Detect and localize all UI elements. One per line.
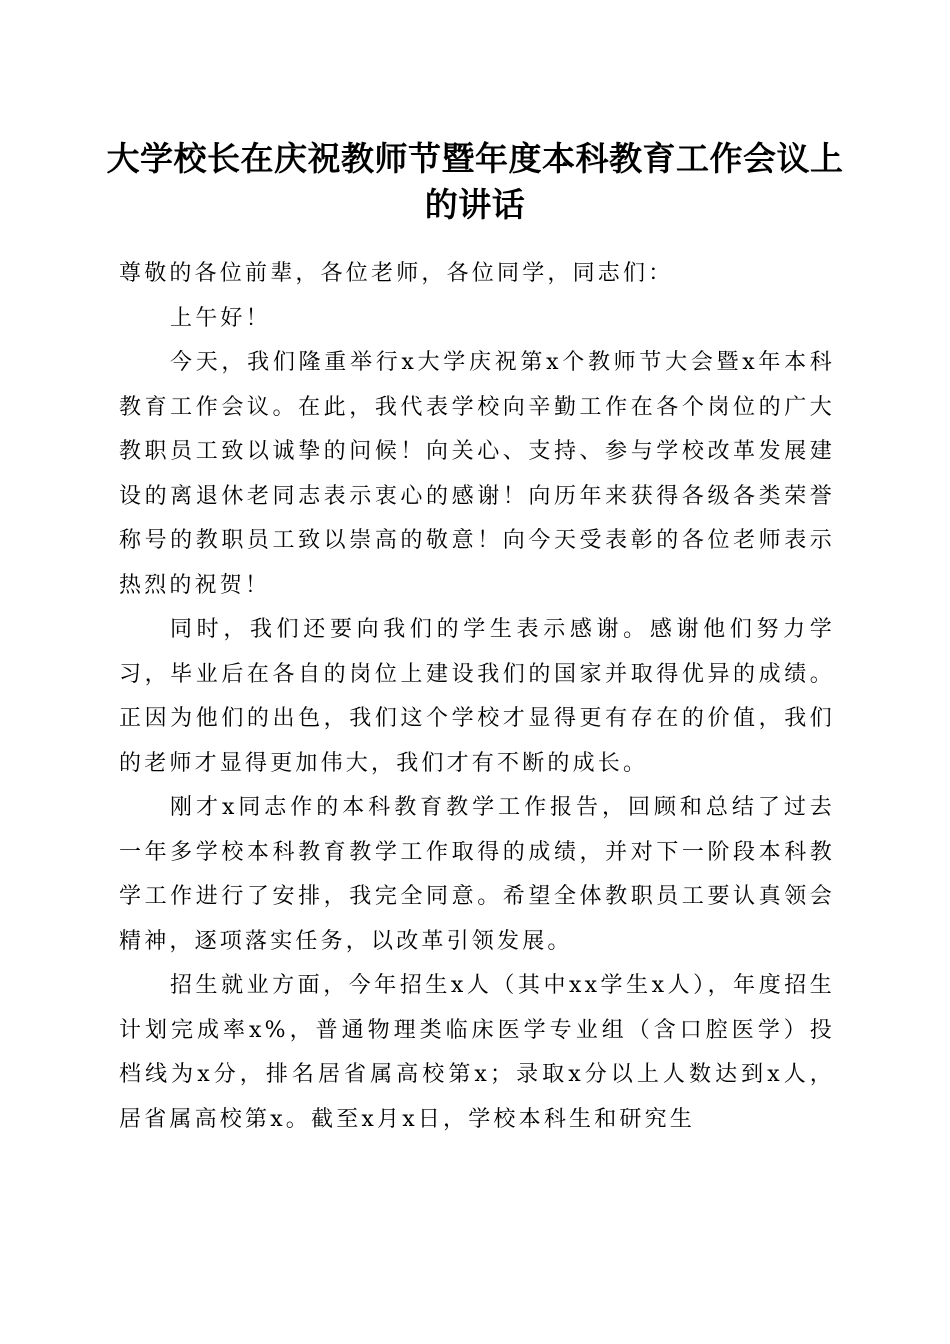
- document-body: [119, 252, 835, 1142]
- paragraph-report: 刚才x同志作的本科教育教学工作报告，回顾和总结了过去一年多学校本科教育教学工作取得的成绩，并对下一阶段本科教学工作进行了安排，我完全同意。希望全体教职员工要认真领会精神，逐项落实任务，以改革引领发展。: [119, 795, 835, 954]
- salutation: 尊敬的各位前辈，各位老师，各位同学，同志们：: [119, 261, 674, 286]
- document-title: 大学校长在庆祝教师节暨年度本科教育工作会议上的讲话: [106, 139, 844, 224]
- paragraph-admissions: 招生就业方面，今年招生x人（其中xx学生x人），年度招生计划完成率x%，普通物理类临床医学专业组（含口腔医学）投档线为x分，排名居省属高校第x；录取x分以上人数达到x人，居省属高校第x。截至x月x日，学校本科生和研究生: [119, 973, 835, 1132]
- paragraph-thanks-students: 同时，我们还要向我们的学生表示感谢。感谢他们努力学习，毕业后在各自的岗位上建设我们的国家并取得优异的成绩。正因为他们的出色，我们这个学校才显得更有存在的价值，我们的老师才显得更加伟大，我们才有不断的成长。: [119, 617, 835, 776]
- paragraph-greeting: 上午好！: [170, 305, 271, 331]
- paragraph-opening: 今天，我们隆重举行x大学庆祝第x个教师节大会暨x年本科教育工作会议。在此，我代表学校向辛勤工作在各个岗位的广大教职员工致以诚挚的问候！向关心、支持、参与学校改革发展建设的离退休老同志表示衷心的感谢！向历年来获得各级各类荣誉称号的教职员工致以崇高的敬意！向今天受表彰的各位老师表示热烈的祝贺！: [119, 350, 835, 598]
